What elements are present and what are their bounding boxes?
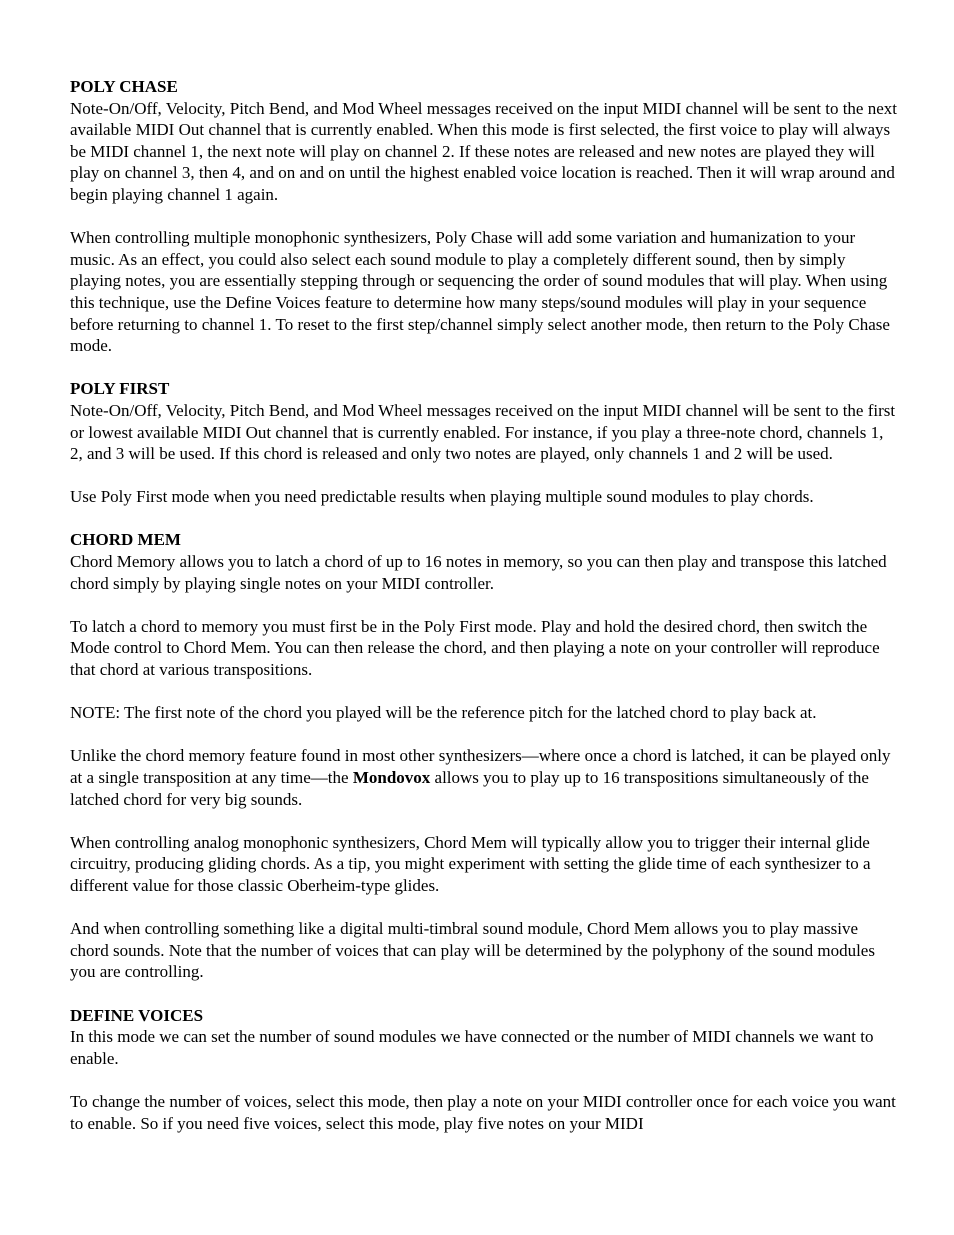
section-poly-chase <box>70 76 900 357</box>
paragraph: When controlling multiple monophonic synthesizers, Poly Chase will add some variation and humanization to your music. As an effect, you could also select each sound module to play a completely different sound, then by simply playing notes, you are essentially stepping through or sequencing the order of sound modules that will play. When using this technique, use the Define Voices feature to determine how many steps/sound modules will play in your sequence before returning to channel 1. To reset to the first step/channel simply select another mode, then return to the Poly Chase mode. <box>70 228 890 356</box>
paragraph: When controlling analog monophonic synthesizers, Chord Mem will typically allow you to trigger their internal glide circuitry, producing gliding chords. As a tip, you might experiment with setting the glide time of each synthesizer to a different value for those classic Oberheim-type glides. <box>70 832 871 895</box>
section-poly-first <box>70 378 900 508</box>
paragraph: Chord Memory allows you to latch a chord of up to 16 notes in memory, so you can then play and transpose this latched chord simply by playing single notes on your MIDI controller. <box>70 552 887 593</box>
paragraph: Use Poly First mode when you need predictable results when playing multiple sound modules to play chords. <box>70 487 814 507</box>
paragraph: Note-On/Off, Velocity, Pitch Bend, and Mod Wheel messages received on the input MIDI channel will be sent to the first or lowest available MIDI Out channel that is currently enabled. For instance, if you play a three-note chord, channels 1, 2, and 3 will be used. If this chord is released and only two notes are played, only channels 1 and 2 will be used. <box>70 400 896 464</box>
section-heading: POLY CHASE <box>70 77 178 96</box>
product-name: Mondovox <box>352 768 431 787</box>
text-run: allows you to play up to 16 transpositions simultaneously of the latched chord for very big sounds. <box>70 768 869 809</box>
section-heading: POLY FIRST <box>70 379 170 399</box>
paragraph: Note-On/Off, Velocity, Pitch Bend, and Mod Wheel messages received on the input MIDI channel will be sent to the next available MIDI Out channel that is currently enabled. When this mode is first selected, the first voice to play will always be MIDI channel 1, the next note will play on channel 2. If these notes are released and new notes are played they will play on channel 3, then 4, and on and on until the highest enabled voice location is reached. Then it will wrap around and begin playing channel 1 again. <box>70 98 897 204</box>
section-chord-mem <box>70 529 900 982</box>
section-define-voices <box>70 1005 900 1135</box>
paragraph: In this mode we can set the number of sound modules we have connected or the number of MIDI channels we want to enable. <box>70 1027 874 1068</box>
paragraph: To change the number of voices, select this mode, then play a note on your MIDI controller once for each voice you want to enable. So if you need five voices, select this mode, play five notes on your MIDI <box>70 1091 896 1133</box>
paragraph: And when controlling something like a digital multi-timbral sound module, Chord Mem allows you to play massive chord sounds. Note that the number of voices that can play will be determined by the polyphony of the sound modules you are controlling. <box>70 919 875 982</box>
section-heading: CHORD MEM <box>70 530 181 550</box>
paragraph-mondovox <box>70 745 900 810</box>
note-paragraph: NOTE: The first note of the chord you played will be the reference pitch for the latched chord to play back at. <box>70 703 817 723</box>
text-run: Unlike the chord memory feature found in most other synthesizers—where once a chord is latched, it can be played only at a single transposition at any time—the <box>70 746 891 787</box>
section-heading: DEFINE VOICES <box>70 1005 204 1025</box>
paragraph: To latch a chord to memory you must first be in the Poly First mode. Play and hold the desired chord, then switch the Mode control to Chord Mem. You can then release the chord, and then playing a note on your controller will reproduce that chord at various transpositions. <box>70 616 880 680</box>
